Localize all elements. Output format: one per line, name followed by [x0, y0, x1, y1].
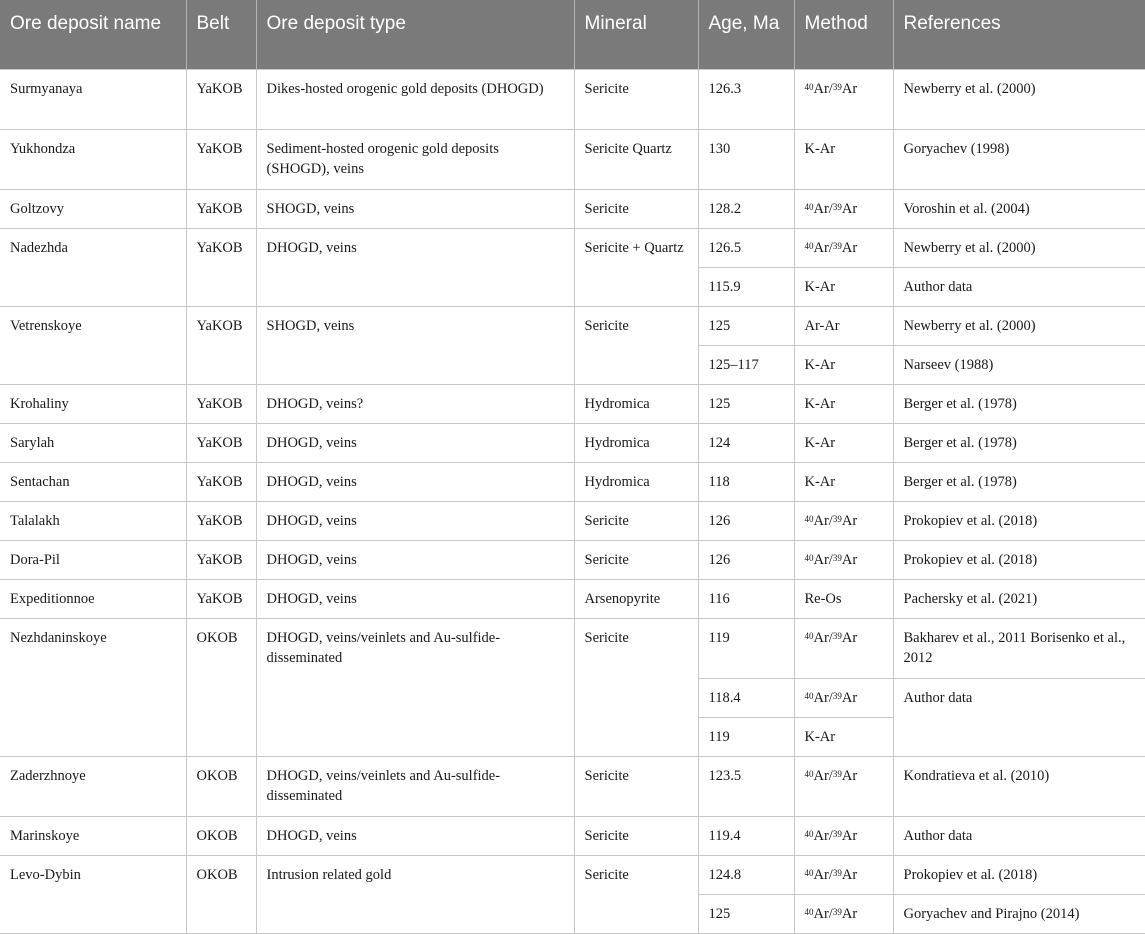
deposit-type: Sediment-hosted orogenic gold deposits (SHOGD), veins: [256, 130, 574, 190]
mineral: Sericite: [574, 541, 698, 580]
table-row: [0, 130, 1145, 190]
deposit-name: Marinskoye: [0, 817, 186, 856]
deposit-type: DHOGD, veins: [256, 463, 574, 502]
deposit-type: Intrusion related gold: [256, 856, 574, 934]
method: $^{40}$Ar/$^{39}$Ar: [794, 757, 893, 817]
belt: YaKOB: [186, 70, 256, 130]
deposit-type: DHOGD, veins: [256, 229, 574, 307]
header-ore-deposit-type: Ore deposit type: [256, 0, 574, 70]
belt: OKOB: [186, 619, 256, 757]
header-belt: Belt: [186, 0, 256, 70]
method: K-Ar: [794, 346, 893, 385]
reference: Newberry et al. (2000): [893, 307, 1145, 346]
deposit-name: Dora-Pil: [0, 541, 186, 580]
reference: Newberry et al. (2000): [893, 70, 1145, 130]
deposit-name: Goltzovy: [0, 190, 186, 229]
reference: Bakharev et al., 2011 Borisenko et al., 2012: [893, 619, 1145, 679]
mineral: Hydromica: [574, 424, 698, 463]
age: 123.5: [698, 757, 794, 817]
age: 116: [698, 580, 794, 619]
deposit-name: Sentachan: [0, 463, 186, 502]
age: 115.9: [698, 268, 794, 307]
reference: Kondratieva et al. (2010): [893, 757, 1145, 817]
age: 119.4: [698, 817, 794, 856]
reference: Berger et al. (1978): [893, 385, 1145, 424]
method: K-Ar: [794, 718, 893, 757]
method: $^{40}$Ar/$^{39}$Ar: [794, 502, 893, 541]
table-row: [0, 70, 1145, 130]
method: $^{40}$Ar/$^{39}$Ar: [794, 190, 893, 229]
header-references: References: [893, 0, 1145, 70]
table-row: [0, 424, 1145, 463]
mineral: Sericite: [574, 307, 698, 385]
mineral: Sericite: [574, 757, 698, 817]
deposit-type: SHOGD, veins: [256, 307, 574, 385]
deposit-type: DHOGD, veins: [256, 580, 574, 619]
reference: Berger et al. (1978): [893, 463, 1145, 502]
method: $^{40}$Ar/$^{39}$Ar: [794, 229, 893, 268]
belt: YaKOB: [186, 190, 256, 229]
age: 124: [698, 424, 794, 463]
reference: Author data: [893, 268, 1145, 307]
deposit-name: Talalakh: [0, 502, 186, 541]
age: 125–117: [698, 346, 794, 385]
header-method: Method: [794, 0, 893, 70]
deposit-type: DHOGD, veins?: [256, 385, 574, 424]
method: $^{40}$Ar/$^{39}$Ar: [794, 541, 893, 580]
table-row: [0, 817, 1145, 856]
method: $^{40}$Ar/$^{39}$Ar: [794, 895, 893, 934]
deposit-type: DHOGD, veins: [256, 424, 574, 463]
table-row: [0, 856, 1145, 895]
mineral: Sericite + Quartz: [574, 229, 698, 307]
method: K-Ar: [794, 463, 893, 502]
deposit-type: DHOGD, veins: [256, 817, 574, 856]
method: Re-Os: [794, 580, 893, 619]
reference: Goryachev (1998): [893, 130, 1145, 190]
table-row: [0, 757, 1145, 817]
table-row: [0, 463, 1145, 502]
deposit-name: Vetrenskoye: [0, 307, 186, 385]
method: $^{40}$Ar/$^{39}$Ar: [794, 619, 893, 679]
deposit-type: DHOGD, veins: [256, 541, 574, 580]
method: K-Ar: [794, 130, 893, 190]
method: K-Ar: [794, 424, 893, 463]
deposit-name: Yukhondza: [0, 130, 186, 190]
mineral: Sericite: [574, 817, 698, 856]
reference: Pachersky et al. (2021): [893, 580, 1145, 619]
reference: Newberry et al. (2000): [893, 229, 1145, 268]
deposit-name: Krohaliny: [0, 385, 186, 424]
belt: YaKOB: [186, 424, 256, 463]
header-mineral: Mineral: [574, 0, 698, 70]
age: 119: [698, 718, 794, 757]
belt: YaKOB: [186, 580, 256, 619]
age: 125: [698, 385, 794, 424]
mineral: Sericite: [574, 70, 698, 130]
mineral: Sericite: [574, 502, 698, 541]
mineral: Sericite: [574, 190, 698, 229]
table-row: [0, 190, 1145, 229]
table-row: [0, 619, 1145, 679]
header-row: [0, 0, 1145, 70]
table-row: [0, 385, 1145, 424]
age: 126.3: [698, 70, 794, 130]
deposit-type: SHOGD, veins: [256, 190, 574, 229]
mineral: Sericite: [574, 619, 698, 757]
belt: YaKOB: [186, 541, 256, 580]
table-row: [0, 502, 1145, 541]
age: 124.8: [698, 856, 794, 895]
age: 119: [698, 619, 794, 679]
mineral: Sericite: [574, 856, 698, 934]
method: K-Ar: [794, 385, 893, 424]
age: 118: [698, 463, 794, 502]
reference: Narseev (1988): [893, 346, 1145, 385]
belt: YaKOB: [186, 502, 256, 541]
table-row: [0, 229, 1145, 268]
deposit-type: Dikes-hosted orogenic gold deposits (DHOGD): [256, 70, 574, 130]
age: 126: [698, 502, 794, 541]
method: K-Ar: [794, 268, 893, 307]
reference: Author data: [893, 817, 1145, 856]
belt: YaKOB: [186, 385, 256, 424]
deposit-type: DHOGD, veins/veinlets and Au-sulfide-disseminated: [256, 619, 574, 757]
mineral: Hydromica: [574, 385, 698, 424]
deposit-type: DHOGD, veins: [256, 502, 574, 541]
belt: OKOB: [186, 757, 256, 817]
deposit-type: DHOGD, veins/veinlets and Au-sulfide-disseminated: [256, 757, 574, 817]
age: 130: [698, 130, 794, 190]
method: Ar-Ar: [794, 307, 893, 346]
deposit-name: Zaderzhnoye: [0, 757, 186, 817]
mineral: Hydromica: [574, 463, 698, 502]
reference: Prokopiev et al. (2018): [893, 502, 1145, 541]
deposit-name: Nezhdaninskoye: [0, 619, 186, 757]
mineral: Sericite Quartz: [574, 130, 698, 190]
table-row: [0, 307, 1145, 346]
method: $^{40}$Ar/$^{39}$Ar: [794, 817, 893, 856]
method: $^{40}$Ar/$^{39}$Ar: [794, 679, 893, 718]
deposit-name: Expeditionnoe: [0, 580, 186, 619]
age: 125: [698, 895, 794, 934]
deposit-name: Levo-Dybin: [0, 856, 186, 934]
reference: Author data: [893, 679, 1145, 757]
reference: Prokopiev et al. (2018): [893, 541, 1145, 580]
belt: YaKOB: [186, 130, 256, 190]
method: $^{40}$Ar/$^{39}$Ar: [794, 70, 893, 130]
reference: Berger et al. (1978): [893, 424, 1145, 463]
age: 126.5: [698, 229, 794, 268]
age: 128.2: [698, 190, 794, 229]
header-ore-deposit-name: Ore deposit name: [0, 0, 186, 70]
reference: Voroshin et al. (2004): [893, 190, 1145, 229]
belt: YaKOB: [186, 229, 256, 307]
table-row: [0, 541, 1145, 580]
deposit-name: Nadezhda: [0, 229, 186, 307]
method: $^{40}$Ar/$^{39}$Ar: [794, 856, 893, 895]
reference: Goryachev and Pirajno (2014): [893, 895, 1145, 934]
age: 125: [698, 307, 794, 346]
table-row: [0, 580, 1145, 619]
belt: YaKOB: [186, 463, 256, 502]
deposit-name: Sarylah: [0, 424, 186, 463]
mineral: Arsenopyrite: [574, 580, 698, 619]
header-age: Age, Ma: [698, 0, 794, 70]
belt: OKOB: [186, 856, 256, 934]
reference: Prokopiev et al. (2018): [893, 856, 1145, 895]
age: 126: [698, 541, 794, 580]
belt: YaKOB: [186, 307, 256, 385]
age: 118.4: [698, 679, 794, 718]
deposit-name: Surmyanaya: [0, 70, 186, 130]
belt: OKOB: [186, 817, 256, 856]
